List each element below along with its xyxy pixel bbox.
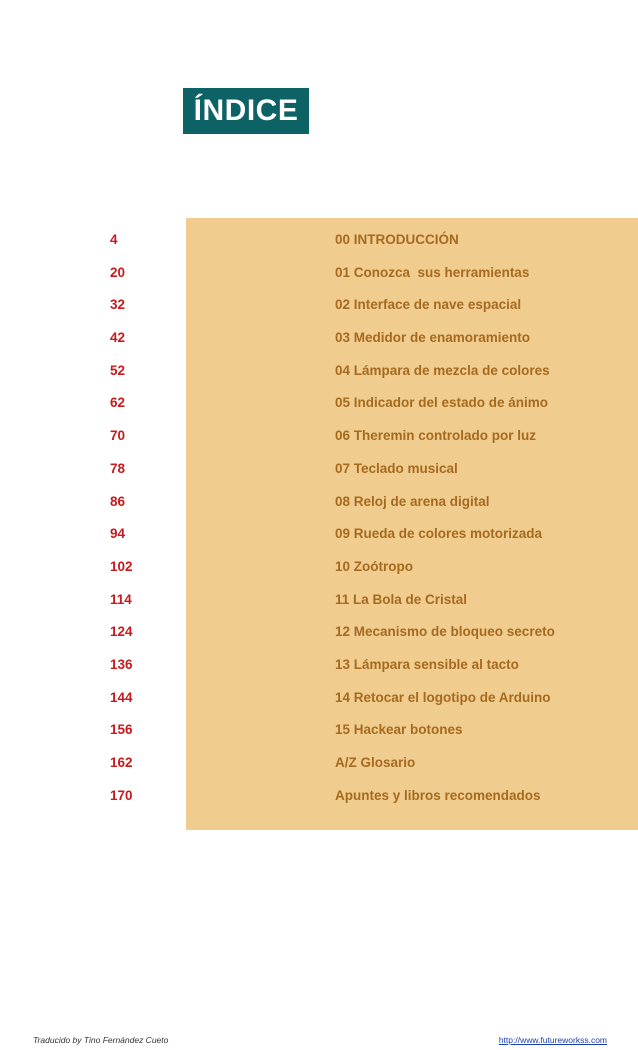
toc-page-number: 42 (110, 330, 126, 346)
toc-chapter-title[interactable]: 06 Theremin controlado por luz (335, 428, 537, 444)
toc-page-number: 94 (110, 526, 126, 542)
toc-entry[interactable] (0, 259, 638, 292)
toc-page-number: 32 (110, 297, 126, 313)
toc-entry[interactable] (0, 520, 638, 553)
toc-page-number: 136 (110, 656, 133, 672)
toc-chapter-title[interactable]: 15 Hackear botones (335, 722, 463, 738)
toc-entry[interactable] (0, 357, 638, 390)
toc-page-number: 124 (110, 624, 133, 640)
toc-chapter-title[interactable]: 07 Teclado musical (335, 460, 458, 476)
toc-entry[interactable] (0, 749, 638, 782)
toc-chapter-title[interactable]: 05 Indicador del estado de ánimo (335, 395, 549, 411)
toc-entry[interactable] (0, 389, 638, 422)
toc-page-number: 52 (110, 362, 126, 378)
toc-entry[interactable] (0, 291, 638, 324)
toc-entry[interactable] (0, 553, 638, 586)
toc-entry[interactable] (0, 488, 638, 521)
toc-entry[interactable] (0, 586, 638, 619)
toc-entry[interactable] (0, 716, 638, 749)
toc-chapter-title[interactable]: 01 Conozca sus herramientas (335, 264, 530, 280)
toc-page-number: 4 (110, 232, 118, 247)
website-link[interactable]: http://www.futureworkss.com (498, 1035, 607, 1045)
toc-chapter-title[interactable]: 14 Retocar el logotipo de Arduino (335, 689, 551, 705)
translator-credit: Traducido by Tino Fernández Cueto (33, 1035, 169, 1045)
page-title (183, 88, 309, 134)
toc-page-number: 86 (110, 493, 126, 509)
toc-chapter-title[interactable]: 12 Mecanismo de bloqueo secreto (335, 624, 555, 640)
toc-chapter-title[interactable]: Apuntes y libros recomendados (335, 787, 541, 803)
toc-page-number: 102 (110, 558, 133, 574)
toc-chapter-title[interactable]: 09 Rueda de colores motorizada (335, 526, 543, 542)
toc-page-number: 70 (110, 428, 126, 444)
toc-page-number: 114 (110, 591, 132, 607)
page-title-text: ÍNDICE (193, 94, 299, 127)
toc-entry[interactable] (0, 324, 638, 357)
toc-entry[interactable] (0, 618, 638, 651)
toc-page-number: 156 (110, 722, 133, 738)
toc-entry[interactable] (0, 684, 638, 717)
toc-entry[interactable] (0, 226, 638, 259)
toc-chapter-title[interactable]: 13 Lámpara sensible al tacto (335, 656, 519, 672)
toc-chapter-title[interactable]: 03 Medidor de enamoramiento (335, 330, 531, 346)
toc-chapter-title[interactable]: 02 Interface de nave espacial (335, 297, 522, 313)
toc-chapter-title[interactable]: A/Z Glosario (335, 755, 416, 770)
toc-chapter-title[interactable]: 00 INTRODUCCIÓN (335, 232, 459, 247)
toc-page-number: 62 (110, 395, 126, 411)
toc-page-number: 20 (110, 264, 126, 280)
toc-page-number: 78 (110, 460, 126, 476)
toc-page-number: 144 (110, 689, 133, 705)
toc-entry[interactable] (0, 782, 638, 815)
toc-chapter-title[interactable]: 04 Lámpara de mezcla de colores (335, 362, 550, 378)
toc-entry[interactable] (0, 422, 638, 455)
toc-chapter-title[interactable]: 11 La Bola de Cristal (335, 591, 468, 607)
toc-page-number: 170 (110, 787, 133, 803)
toc-entry[interactable] (0, 455, 638, 488)
toc-chapter-title[interactable]: 10 Zoótropo (335, 558, 413, 574)
toc-entry[interactable] (0, 651, 638, 684)
toc-page-number: 162 (110, 755, 133, 770)
toc-chapter-title[interactable]: 08 Reloj de arena digital (335, 493, 490, 509)
table-of-contents (0, 226, 638, 814)
